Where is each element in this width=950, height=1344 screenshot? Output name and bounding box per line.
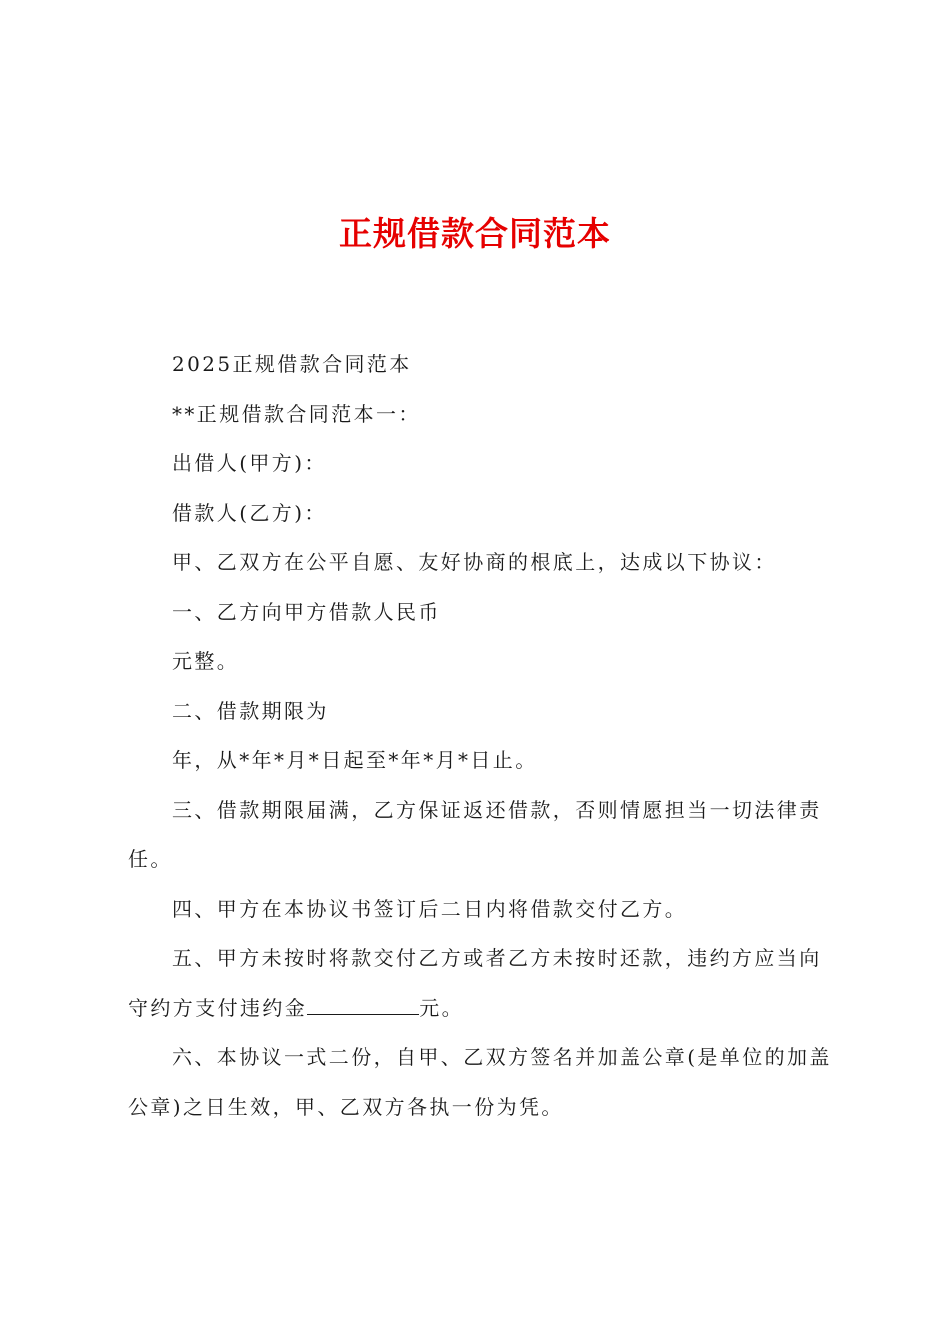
paragraph-clause-3: 三、借款期限届满，乙方保证返还借款，否则情愿担当一切法律责任。 — [128, 797, 822, 871]
paragraph-clause-1-amount: 元整。 — [172, 649, 240, 673]
document-body — [128, 340, 832, 1132]
paragraph-subheading: **正规借款合同范本一： — [172, 401, 421, 426]
paragraph-clause-2: 二、借款期限为 — [172, 698, 329, 723]
paragraph-clause-2-term: 年，从*年*月*日起至*年*月*日止。 — [172, 748, 538, 772]
document-title: 正规借款合同范本 — [339, 214, 611, 253]
paragraph-clause-6: 六、本协议一式二份，自甲、乙双方签名并加盖公章(是单位的加盖公章)之日生效，甲、乙双方各执一份为凭。 — [128, 1045, 832, 1119]
paragraph-clause-4: 四、甲方在本协议书签订后二日内将借款交付乙方。 — [172, 896, 688, 921]
paragraph-clause-5 — [128, 934, 832, 1033]
clause-5-suffix: 元。 — [419, 995, 465, 1020]
paragraph-agreement-intro: 甲、乙双方在公平自愿、友好协商的根底上，达成以下协议： — [172, 550, 777, 574]
paragraph-borrower: 借款人(乙方)： — [172, 500, 327, 525]
paragraph-heading: 2025正规借款合同范本 — [172, 352, 412, 376]
paragraph-clause-1: 一、乙方向甲方借款人民币 — [172, 599, 441, 624]
clause-5-text: 五、甲方未按时将款交付乙方或者乙方未按时还款，违约方应当向守约方支付违约金 — [128, 946, 822, 1020]
penalty-blank-line — [307, 996, 419, 1015]
paragraph-lender: 出借人(甲方)： — [172, 451, 327, 475]
